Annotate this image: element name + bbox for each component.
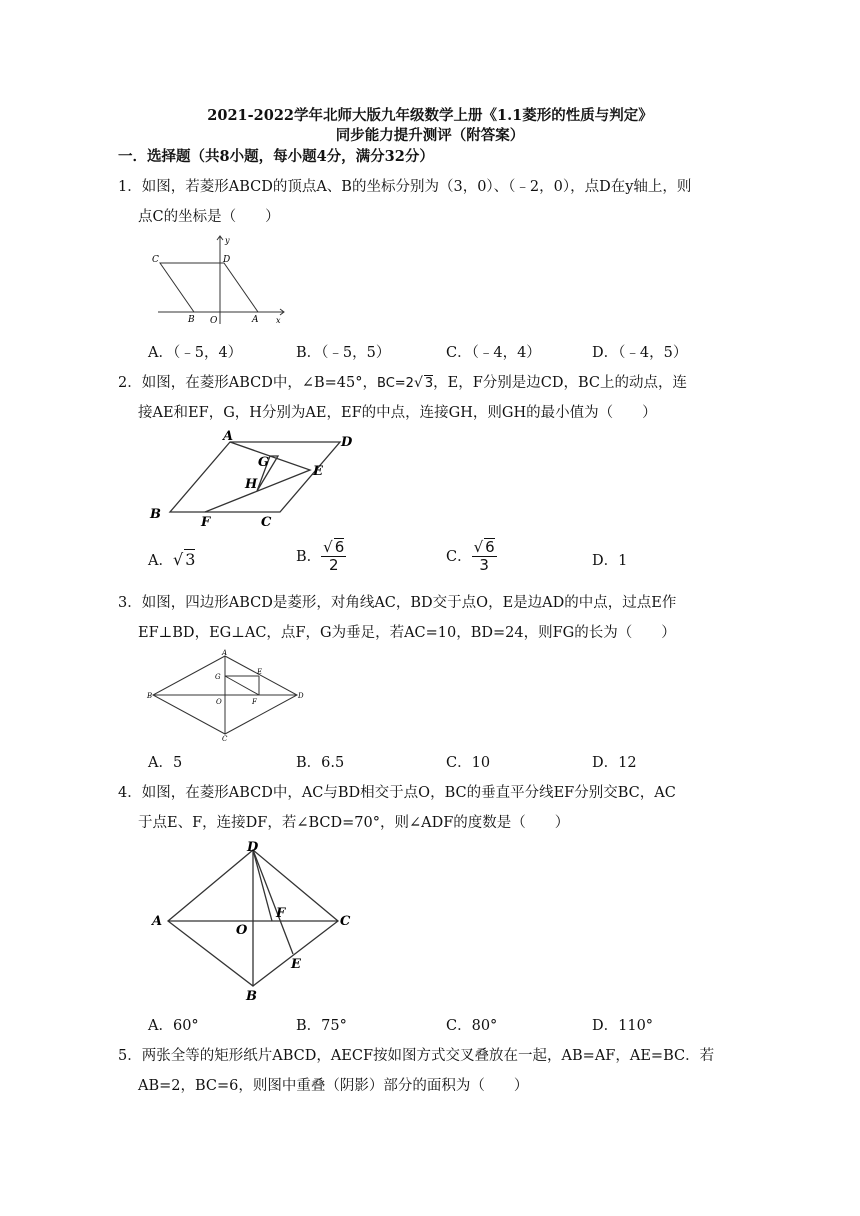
segment-df	[253, 850, 272, 921]
document-title-line-1: 2021-2022学年北师大版九年级数学上册《1.1菱形的性质与判定》	[207, 107, 653, 124]
question-3-text: 3．如图，四边形ABCD是菱形，对角线AC，BD交于点O，E是边AD的中点，过点E作	[118, 595, 677, 611]
segment-fg	[225, 676, 259, 695]
label-o: O	[216, 698, 222, 706]
segment-ef	[253, 850, 293, 954]
q2-option-a: A．√ 3	[148, 550, 196, 569]
label-b: B	[147, 692, 153, 700]
label-c: C	[340, 914, 351, 929]
label-g: G	[215, 673, 221, 681]
question-2-figure	[145, 426, 365, 531]
label-c: C	[222, 735, 228, 743]
label-g: G	[258, 455, 270, 470]
label-e: E	[257, 668, 263, 676]
label-o: O	[236, 923, 248, 938]
q2-option-b-num: 6	[334, 538, 345, 556]
question-4-figure	[148, 836, 363, 1006]
question-5-text-cont: AB=2，BC=6，则图中重叠（阴影）部分的面积为（ ）	[138, 1078, 529, 1094]
q3-option-b: B．6.5	[296, 755, 345, 771]
question-3-figure	[145, 648, 310, 743]
question-2-text-part2: ，E，F分别是边CD，BC上的动点，连	[433, 375, 688, 391]
q2-option-c-num: 6	[485, 538, 495, 556]
question-4-text-cont: 于点E、F，连接DF，若∠BCD=70°，则∠ADF的度数是（ ）	[138, 815, 570, 831]
rhombus-abcd	[160, 263, 258, 312]
q3-option-d: D．12	[592, 755, 637, 771]
label-y: y	[225, 236, 230, 245]
q3-option-a: A．5	[148, 755, 183, 771]
document-title-line-2: 同步能力提升测评（附答案）	[335, 127, 525, 144]
q4-option-a: A．60°	[148, 1018, 199, 1034]
q4-option-c: C．80°	[446, 1018, 498, 1034]
question-5-text: 5．两张全等的矩形纸片ABCD，AECF按如图方式交叉叠放在一起，AB=AF，AE=BC．若	[118, 1048, 715, 1064]
q4-option-b: B．75°	[296, 1018, 347, 1034]
label-a: A	[223, 429, 234, 444]
label-d: D	[223, 255, 231, 265]
q3-option-c: C．10	[446, 755, 491, 771]
label-f: F	[276, 906, 286, 921]
question-1-text: 1．如图，若菱形ABCD的顶点A、B的坐标分别为（3，0）、（﹣2，0），点D在y轴上，则	[118, 179, 692, 195]
q2-option-b: B． $\frac{√ 6}{2}$	[296, 538, 345, 574]
question-2-text	[118, 371, 687, 392]
label-h: H	[245, 477, 258, 492]
label-d: D	[298, 692, 304, 700]
q1-option-b: B．（﹣5，5）	[296, 345, 391, 361]
label-f: F	[252, 698, 257, 706]
bc-expression-prefix: BC=2	[377, 376, 414, 391]
question-4-text: 4．如图，在菱形ABCD中，AC与BD相交于点O，BC的垂直平分线EF分别交BC，AC	[118, 785, 676, 801]
q2-option-a-radicand: 3	[185, 550, 196, 569]
label-d: D	[247, 840, 259, 855]
label-x: x	[276, 316, 281, 325]
bc-radicand: 3	[424, 376, 434, 391]
q1-option-a: A．（﹣5，4）	[148, 345, 243, 361]
q4-option-d: D．110°	[592, 1018, 654, 1034]
q2-option-c-prefix: C．	[446, 549, 472, 565]
label-a: A	[222, 649, 228, 657]
q2-option-c-den: 3	[479, 555, 489, 574]
q2-option-a-prefix: A．	[148, 553, 173, 569]
question-2-text-cont: 接AE和EF，G，H分别为AE，EF的中点，连接GH，则GH的最小值为（ ）	[138, 405, 657, 421]
label-b: B	[150, 507, 161, 522]
q1-option-d: D．（﹣4，5）	[592, 345, 688, 361]
label-e: E	[291, 957, 301, 972]
label-b: B	[188, 315, 195, 325]
label-f: F	[201, 515, 211, 530]
q2-option-b-prefix: B．	[296, 549, 322, 565]
label-c: C	[152, 255, 159, 265]
label-a: A	[252, 315, 259, 325]
q1-option-c: C．（﹣4，4）	[446, 345, 541, 361]
label-b: B	[246, 989, 257, 1004]
q2-option-c: C． $\frac{√ 6}{3}$	[446, 538, 495, 574]
label-c: C	[261, 515, 272, 530]
question-1-figure	[148, 232, 288, 328]
q2-option-b-den: 2	[328, 555, 339, 574]
label-e: E	[313, 464, 323, 479]
label-d: D	[341, 435, 353, 450]
label-o: O	[210, 316, 218, 326]
label-a: A	[152, 914, 163, 929]
bc-expression: BC=2√ 3	[377, 375, 434, 391]
q2-option-d: D．1	[592, 553, 628, 569]
question-3-text-cont: EF⊥BD，EG⊥AC，点F，G为垂足，若AC=10，BD=24，则FG的长为（ ）	[138, 625, 676, 641]
question-1-text-cont: 点C的坐标是（ ）	[138, 209, 280, 225]
question-2-text-part1: 2．如图，在菱形ABCD中，∠B=45°，	[118, 375, 377, 391]
section-heading: 一．选择题（共8小题，每小题4分，满分32分）	[118, 148, 434, 165]
